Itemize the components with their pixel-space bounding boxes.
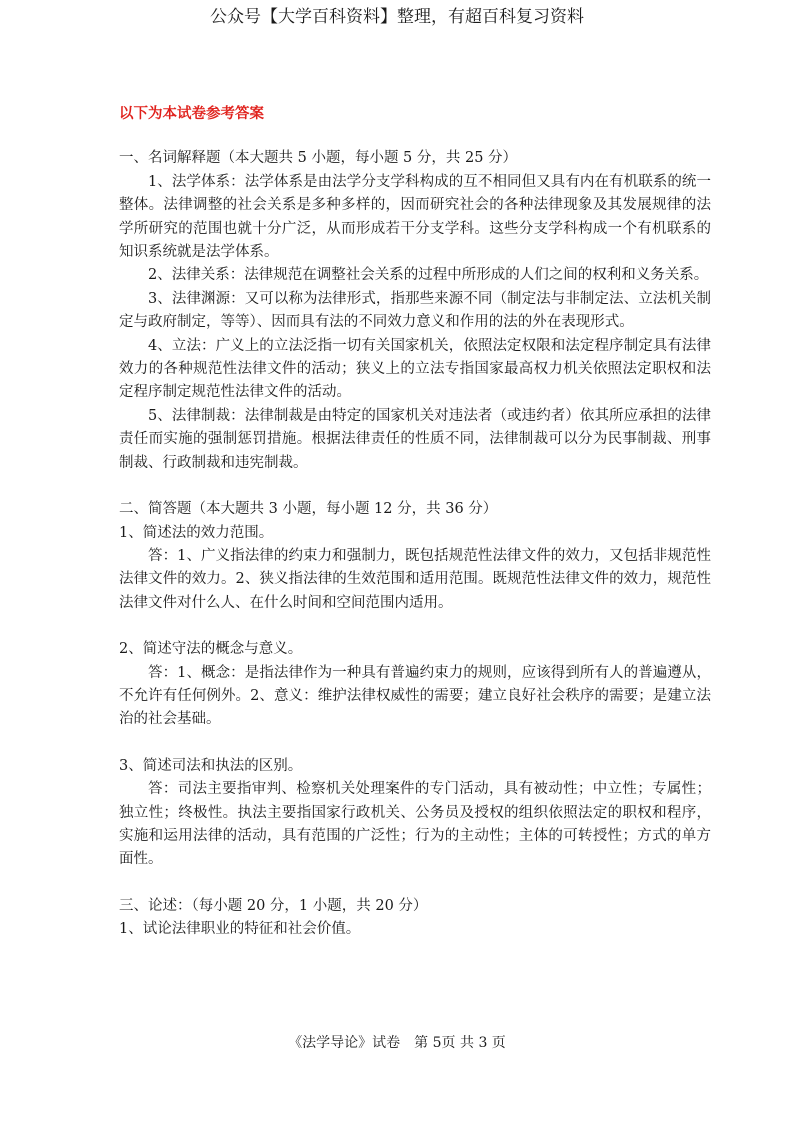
section2-q1: 1、简述法的效力范围。 [119,524,274,541]
section1-item-5: 5、法律制裁：法律制裁是由特定的国家机关对违法者（或违约者）依其所应承担的法律责任而实施的强制惩罚措施。根据法律责任的性质不同，法律制裁可以分为民事制裁、刑事制裁、行政制裁和违宪制裁。 [119,407,711,471]
section2-q3: 3、简述司法和执法的区别。 [119,757,303,774]
top-banner: 公众号【大学百科资料】整理，有超百科复习资料 [210,7,584,27]
section2-a2: 答：1、概念：是指法律作为一种具有普遍约束力的规则，应该得到所有人的普遍遵从，不允许有任何例外。2、意义：维护法律权威性的需要；建立良好社会秩序的需要；是建立法治的社会基础。 [119,664,711,728]
section3-q1: 1、试论法律职业的特征和社会价值。 [119,921,361,938]
spacer [119,732,711,755]
section1-item-3: 3、法律渊源：又可以称为法律形式，指那些来源不同（制定法与非制定法、立法机关制定与政府制定，等等）、因而具有法的不同效力意义和作用的法的外在表现形式。 [119,290,711,331]
section1-item-1: 1、法学体系：法学体系是由法学分支学科构成的互不相同但又具有内在有机联系的统一整体。法律调整的社会关系是多种多样的，因而研究社会的各种法律现象及其发展规律的法学所研究的范围也就十分广泛，从而形成若干分支学科。这些分支学科构成一个有机联系的知识系统就是法学体系。 [119,173,711,261]
section1-item-2: 2、法律关系：法律规范在调整社会关系的过程中所形成的人们之间的权利和义务关系。 [148,267,709,284]
section3-title: 三、论述：（每小题 20 分，1 小题，共 20 分） [119,897,428,914]
section1-item-4: 4、立法：广义上的立法泛指一切有关国家机关，依照法定权限和法定程序制定具有法律效力的各种规范性法律文件的活动；狭义上的立法专指国家最高权力机关依照法定职权和法定程序制定规范性法律文件的活动。 [119,337,711,401]
spacer [119,615,711,638]
spacer [119,872,711,895]
section2-a1: 答：1、广义指法律的约束力和强制力，既包括规范性法律文件的效力，又包括非规范性法律文件的效力。2、狭义指法律的生效范围和适用范围。既规范性法律文件的效力，规范性法律文件对什么人、在什么时间和空间范围内适用。 [119,547,711,611]
section2-q2: 2、简述守法的概念与意义。 [119,641,303,658]
spacer [119,475,711,498]
page-footer: 《法学导论》试卷 第 5页 共 3 页 [288,1035,506,1051]
document-body [119,102,711,942]
answer-heading: 以下为本试卷参考答案 [119,105,264,122]
section2-title: 二、简答题（本大题共 3 小题，每小题 12 分，共 36 分） [119,501,498,518]
section2-a3: 答：司法主要指审判、检察机关处理案件的专门活动，具有被动性；中立性；专属性；独立性；终极性。执法主要指国家行政机关、公务员及授权的组织依照法定的职权和程序，实施和运用法律的活动，具有范围的广泛性；行为的主动性；主体的可转授性；方式的单方面性。 [119,781,711,868]
section1-title: 一、名词解释题（本大题共 5 小题，每小题 5 分，共 25 分） [119,150,518,167]
